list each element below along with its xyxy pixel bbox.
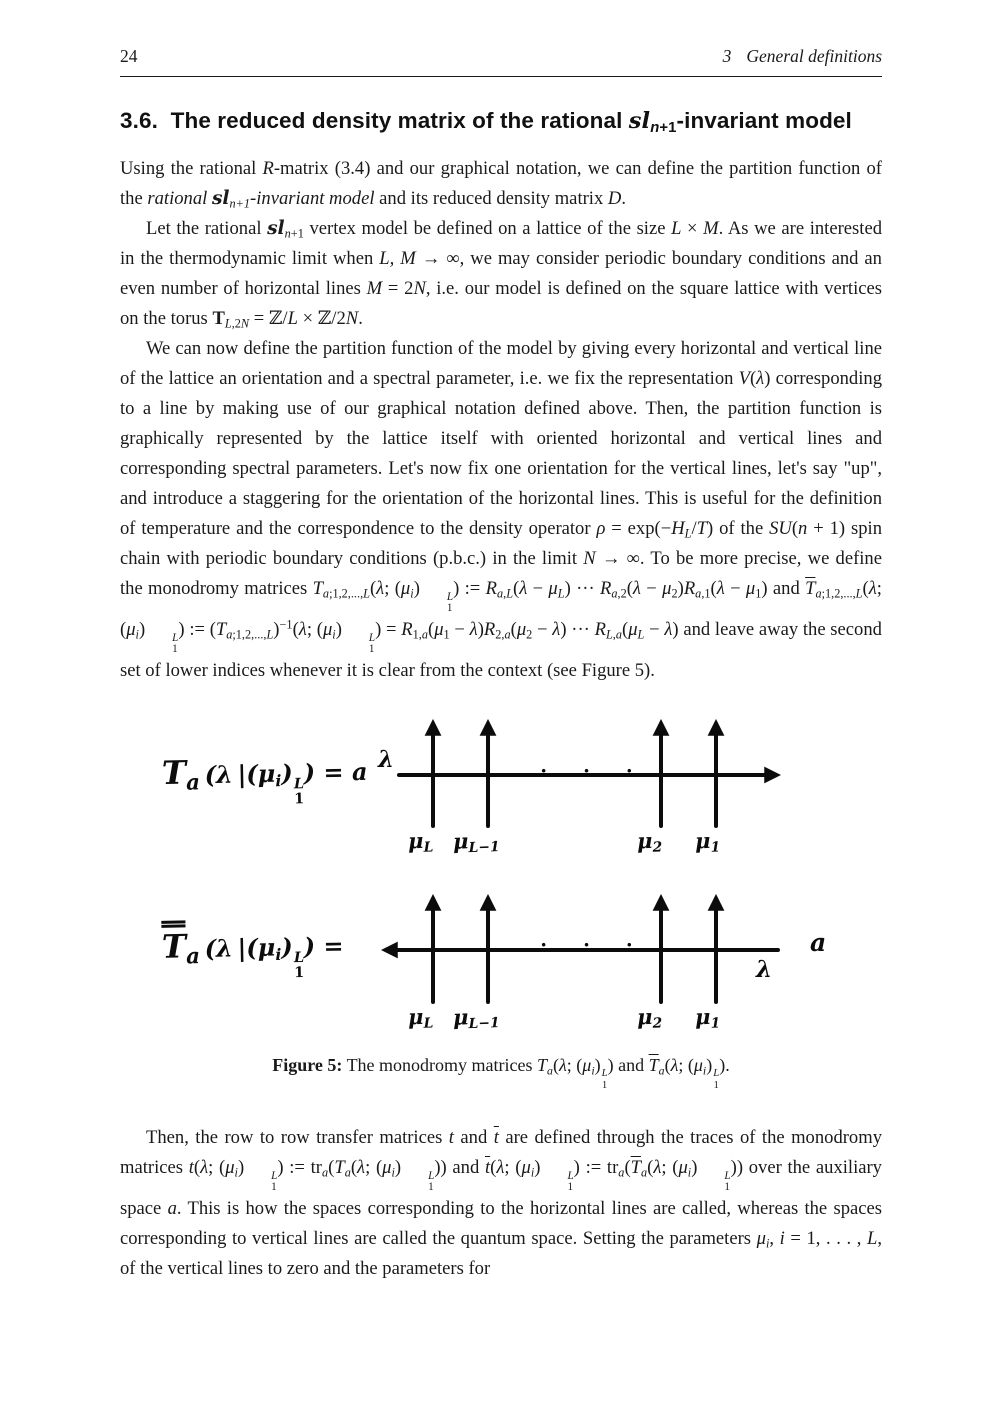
- mu-L-1-label: $\mu_{L-1}$: [452, 828, 500, 857]
- figure-caption: Figure 5: The monodromy matrices $T_a(\lambda$; $(\mu_i)$ L 1 ) and $\overline{T}_a(\lambda$; $(\mu_i)$ L 1 ).: [272, 1054, 730, 1091]
- figure-5: [120, 712, 882, 1091]
- mu-L-label: $\mu_L$: [407, 1003, 434, 1032]
- auxiliary-space-a-label: a: [810, 927, 827, 957]
- paragraph-4: Then, the row to row transfer matrices t and $\overline{t}$ are defined through the traces of the monodromy matrices t(λ; $(\mu_i)$ L 1 ) := $tr_a(T_a(\lambda$; $(\mu_i)$ L 1 )) and $\overline{t}(\lambda$; $(\mu_i)$ L 1 ) := $tr_a(\overline{T}_a(\lambda$; $(\mu_i)$ L 1 )) over the auxiliary space a. This is how the spaces corresponding to the horizontal lines are called, whereas the spaces corresponding to vertical lines are called the quantum space. Setting the parameters $\mu_i$, i = 1, . . . , L, of the vertical lines to zero and the parameters for: [120, 1127, 882, 1279]
- running-head-section-number: 3: [722, 46, 732, 66]
- ellipsis-bottom: · · ·: [540, 931, 649, 957]
- running-head: [723, 46, 882, 67]
- page-header: [120, 46, 882, 77]
- paragraph-1: Using the rational R-matrix (3.4) and our graphical notation, we can define the partition function of the rational $sl_{n+1}$-invariant model and its reduced density matrix D.: [120, 158, 882, 211]
- monodromy-T-label: $T_a$ (λ $|(\mu_i)$ L 1 ) = a: [161, 753, 368, 808]
- paragraph-3: We can now define the partition function of the model by giving every horizontal and vertical line of the lattice an orientation and a spectral parameter, i.e. we fix the representation V(λ) corresponding to a line by making use of our graphical notation defined above. Then, the partition function is graphically represented by the lattice itself with oriented horizontal and vertical lines and corresponding spectral parameters. Let's now fix one orientation for the vertical lines, let's say "up", and introduce a staggering for the orientation of the horizontal lines. This is useful for the definition of temperature and the correspondence to the density operator $\rho = \exp(-H_L/T)$ of the SU(n + 1) spin chain with periodic boundary conditions (p.b.c.) in the limit N → ∞. To be more precise, we define the monodromy matrices $T_{a;1,2,...,L}(\lambda$; $(\mu_i)$ L 1 ) := $R_{a,L}(\lambda - \mu_L)$ ··· $R_{a,2}(\lambda - \mu_2)R_{a,1}(\lambda - \mu_1)$ and $\overline{T}_{a;1,2,...,L}(\lambda$; $(\mu_i)$ L 1 ) := $(T_{a;1,2,...,L})^{-1}(\lambda$; $(\mu_i)$ L 1 ) = $R_{1,a}(\mu_1 - \lambda)R_{2,a}(\mu_2 - \lambda)$ ··· $R_{L,a}(\mu_L - \lambda)$ and leave away the second set of lower indices whenever it is clear from the context (see Figure 5).: [120, 338, 883, 681]
- mu-1-label: $\mu_1$: [694, 1003, 721, 1032]
- lambda-label-bottom: λ: [756, 955, 773, 983]
- ellipsis-top: · · ·: [540, 757, 649, 783]
- page-body: [120, 98, 882, 1284]
- section-heading: 3.6. The reduced density matrix of the rational $sl_{n+1}$-invariant model: [120, 108, 852, 137]
- monodromy-diagram: [116, 712, 886, 1034]
- mu-1-label: $\mu_1$: [694, 827, 721, 856]
- mu-2-label: $\mu_2$: [636, 827, 663, 856]
- running-head-title: General definitions: [746, 46, 882, 66]
- paragraph-2: Let the rational $sl_{n+1}$ vertex model be defined on a lattice of the size L × M. As we are interested in the thermodynamic limit when L, M → ∞, we may consider periodic boundary conditions and an even number of horizontal lines M = 2N, i.e. our model is defined on the square lattice with vertices on the torus $T_{L,2N}$ = ℤ/L × ℤ/2N.: [120, 218, 882, 331]
- mu-2-label: $\mu_2$: [636, 1003, 663, 1032]
- lambda-label-top: λ: [378, 745, 395, 773]
- mu-L-1-label: $\mu_{L-1}$: [452, 1004, 500, 1033]
- page-number: 24: [120, 46, 138, 66]
- monodromy-Tbar-label: $T_a$ (λ $|(\mu_i)$ L 1 ) =: [161, 927, 344, 982]
- mu-L-label: $\mu_L$: [407, 827, 434, 856]
